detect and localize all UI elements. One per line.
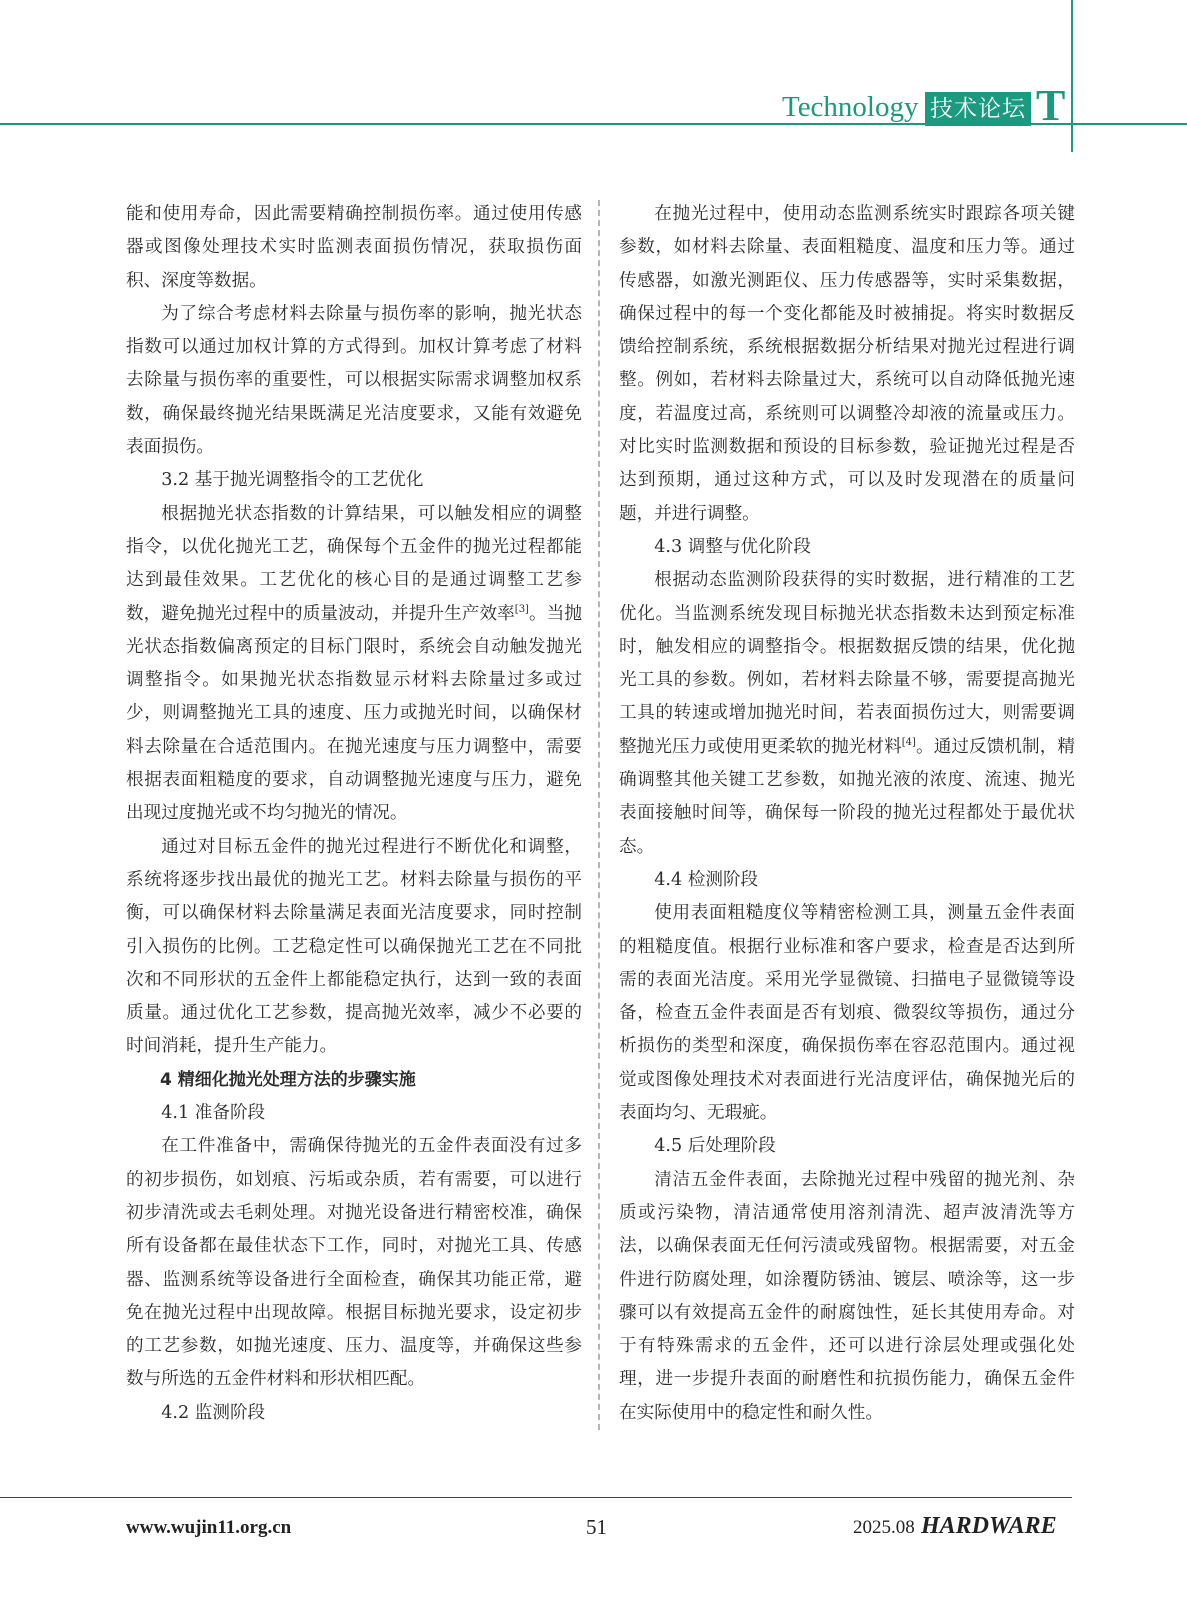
footer-rule [0,1497,1072,1498]
magazine-name: HARDWARE [921,1513,1057,1539]
paragraph [619,564,1075,864]
section-letter-logo: T [1036,81,1066,130]
paragraph-text: 。通过反馈机制，精确调整其他关键工艺参数，如抛光液的浓度、流速、抛光表面接触时间等，确保每一阶段的抛光过程都处于最优状态。 [619,736,1075,857]
citation-ref: [4] [901,736,916,748]
subsection-heading: 4.3 调整与优化阶段 [654,536,811,557]
subsection-heading: 4.5 后处理阶段 [654,1136,776,1157]
citation-ref: [3] [514,603,529,615]
paragraph: 通过对目标五金件的抛光过程进行不断优化和调整，系统将逐步找出最优的抛光工艺。材料去除量与损伤的平衡，可以确保材料去除量满足表面光洁度要求，同时控制引入损伤的比例。工艺稳定性可以确保抛光工艺在不同批次和不同形状的五金件上都能稳定执行，达到一致的表面质量。通过优化工艺参数，提高抛光效率，减少不必要的时间消耗，提升生产能力。 [126,836,582,1057]
paragraph-text: 。当抛光状态指数偏离预定的目标门限时，系统会自动触发抛光调整指令。如果抛光状态指数显示材料去除量过多或过少，则调整抛光工具的速度、压力或抛光时间，以确保材料去除量在合适范围内。在抛光速度与压力调整中，需要根据表面粗糙度的要求，自动调整抛光速度与压力，避免出现过度抛光或不均匀抛光的情况。 [126,603,582,824]
right-column [619,198,1075,1430]
paragraph: 在工件准备中，需确保待抛光的五金件表面没有过多的初步损伤，如划痕、污垢或杂质，若有需要，可以进行初步清洗或去毛刺处理。对抛光设备进行精密校准，确保所有设备都在最佳状态下工作，同时，对抛光工具、传感器、监测系统等设备进行全面检查，确保其功能正常，避免在抛光过程中出现故障。根据目标抛光要求，设定初步的工艺参数，如抛光速度、压力、温度等，并确保这些参数与所选的五金件材料和形状相匹配。 [126,1136,582,1390]
section-heading: 4 精细化抛光处理方法的步骤实施 [160,1069,416,1090]
paragraph: 为了综合考虑材料去除量与损伤率的影响，抛光状态指数可以通过加权计算的方式得到。加权计算考虑了材料去除量与损伤率的重要性，可以根据实际需求调整加权系数，确保最终抛光结果既满足光洁度要求，又能有效避免表面损伤。 [126,303,582,458]
section-label-chinese: 技术论坛 [925,92,1031,126]
subsection-heading: 4.4 检测阶段 [654,869,759,890]
page-number: 51 [586,1515,607,1539]
paragraph-text: 根据抛光状态指数的计算结果，可以触发相应的调整指令，以优化抛光工艺，确保每个五金件的抛光过程都能达到最佳效果。工艺优化的核心目的是通过调整工艺参数，避免抛光过程中的质量波动，并提升生产效率 [126,503,582,624]
paragraph: 清洁五金件表面，去除抛光过程中残留的抛光剂、杂质或污染物，清洁通常使用溶剂清洗、超声波清洗等方法，以确保表面无任何污渍或残留物。根据需要，对五金件进行防腐处理，如涂覆防锈油、镀层、喷涂等，这一步骤可以有效提高五金件的耐腐蚀性，延长其使用寿命。对于有特殊需求的五金件，还可以进行涂层处理或强化处理，进一步提升表面的耐磨性和抗损伤能力，确保五金件在实际使用中的稳定性和耐久性。 [619,1169,1075,1423]
footer-website: www.wujin11.org.cn [126,1517,292,1538]
header-vertical-rule [1071,0,1073,152]
paragraph: 使用表面粗糙度仪等精密检测工具，测量五金件表面的粗糙度值。根据行业标准和客户要求，检查是否达到所需的表面光洁度。采用光学显微镜、扫描电子显微镜等设备，检查五金件表面是否有划痕、微裂纹等损伤，通过分析损伤的类型和深度，确保损伤率在容忍范围内。通过视觉或图像处理技术对表面进行光洁度评估，确保抛光后的表面均匀、无瑕疵。 [619,903,1075,1124]
section-label-english: Technology [782,91,919,123]
paragraph: 在抛光过程中，使用动态监测系统实时跟踪各项关键参数，如材料去除量、表面粗糙度、温度和压力等。通过传感器，如激光测距仪、压力传感器等，实时采集数据，确保过程中的每一个变化都能及时被捕捉。将实时数据反馈给控制系统，系统根据数据分析结果对抛光过程进行调整。例如，若材料去除量过大，系统可以自动降低抛光速度，若温度过高，系统则可以调整冷却液的流量或压力。对比实时监测数据和预设的目标参数，验证抛光过程是否达到预期，通过这种方式，可以及时发现潜在的质量问题，并进行调整。 [619,204,1075,524]
subsection-heading: 3.2 基于抛光调整指令的工艺优化 [161,470,424,491]
paragraph: 能和使用寿命，因此需要精确控制损伤率。通过使用传感器或图像处理技术实时监测表面损伤情况，获取损伤面积、深度等数据。 [126,204,582,291]
column-divider [598,200,600,1430]
paragraph-text: 根据动态监测阶段获得的实时数据，进行精准的工艺优化。当监测系统发现目标抛光状态指数未达到预定标准时，触发相应的调整指令。根据数据反馈的结果，优化抛光工具的参数。例如，若材料去除量不够，需要提高抛光工具的转速或增加抛光时间，若表面损伤过大，则需要调整抛光压力或使用更柔软的抛光材料 [619,570,1075,757]
left-column [126,198,582,1430]
subsection-heading: 4.1 准备阶段 [161,1103,266,1124]
issue-date: 2025.08 [853,1517,915,1538]
paragraph [126,498,582,831]
subsection-heading: 4.2 监测阶段 [161,1402,266,1423]
